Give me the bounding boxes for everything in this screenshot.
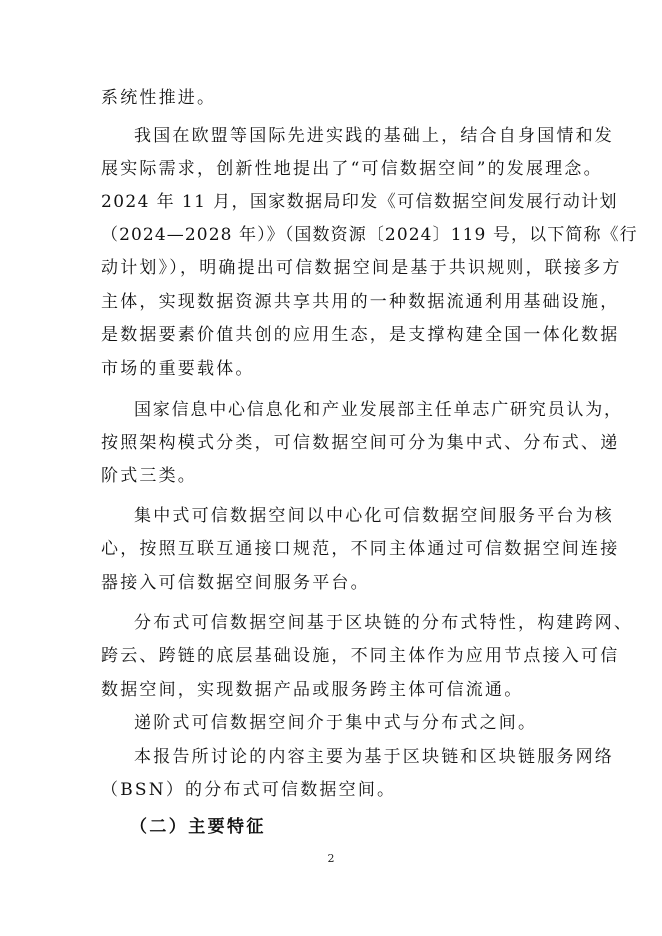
text-line: 分布式可信数据空间基于区块链的分布式特性，构建跨网、 — [134, 613, 634, 633]
text-line: 本报告所讨论的内容主要为基于区块链和区块链服务网络 — [134, 747, 614, 767]
text-line: 我国在欧盟等国际先进实践的基础上，结合自身国情和发 — [134, 126, 614, 146]
text-line: 心，按照互联互通接口规范，不同主体通过可信数据空间连接 — [101, 539, 620, 559]
text-line: （BSN）的分布式可信数据空间。 — [101, 780, 397, 800]
text-line: 是数据要素价值共创的应用生态，是支撑构建全国一体化数据 — [101, 325, 620, 345]
text-line: 动计划》），明确提出可信数据空间是基于共识规则，联接多方 — [101, 258, 622, 278]
text-line: 国家信息中心信息化和产业发展部主任单志广研究员认为， — [134, 400, 623, 420]
text-line: （2024—2028 年）》（国数资源〔2024〕119 号，以下简称《行 — [101, 225, 638, 245]
text-line: 市场的重要载体。 — [101, 359, 255, 379]
text-line: 器接入可信数据空间服务平台。 — [101, 573, 370, 593]
text-line: 数据空间，实现数据产品或服务跨主体可信流通。 — [101, 680, 524, 700]
text-line: 展实际需求，创新性地提出了“可信数据空间”的发展理念。 — [101, 159, 603, 179]
text-line: 按照架构模式分类，可信数据空间可分为集中式、分布式、递 — [101, 433, 620, 453]
section-heading: （二）主要特征 — [130, 817, 266, 837]
text-line: 2024 年 11 月，国家数据局印发《可信数据空间发展行动计划 — [101, 192, 618, 212]
text-line: 系统性推进。 — [101, 88, 217, 108]
page-number: 2 — [327, 852, 335, 865]
text-line: 主体，实现数据资源共享共用的一种数据流通利用基础设施， — [101, 292, 620, 312]
text-line: 阶式三类。 — [101, 466, 197, 486]
text-line: 递阶式可信数据空间介于集中式与分布式之间。 — [134, 713, 538, 733]
text-line: 集中式可信数据空间以中心化可信数据空间服务平台为核 — [134, 506, 614, 526]
text-line: 跨云、跨链的底层基础设施，不同主体作为应用节点接入可信 — [101, 646, 620, 666]
